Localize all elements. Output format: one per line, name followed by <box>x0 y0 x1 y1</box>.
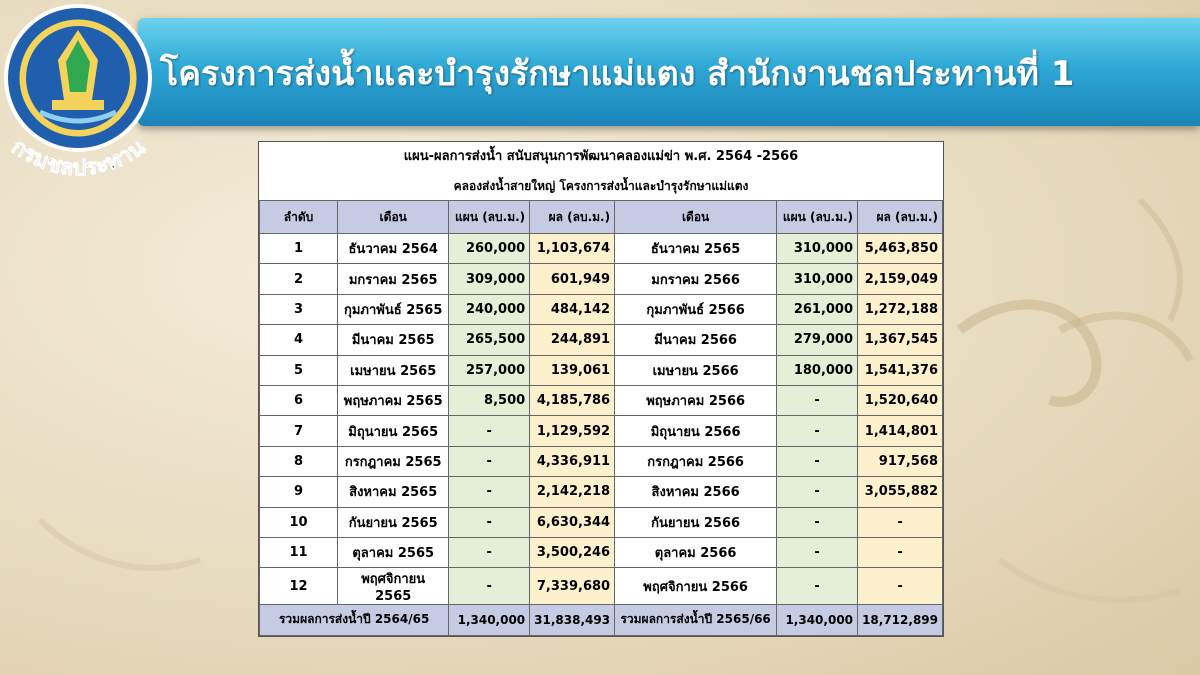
cell-row-index: 6 <box>260 385 338 415</box>
cell-row-index: 8 <box>260 446 338 476</box>
cell-row-index: 10 <box>260 507 338 537</box>
cell-result-2: 1,520,640 <box>858 385 943 415</box>
table-row <box>260 325 943 355</box>
cell-row-index: 2 <box>260 264 338 294</box>
cell-month-2: ตุลาคม 2566 <box>615 537 777 567</box>
cell-result-1: 3,500,246 <box>530 537 615 567</box>
cell-result-1: 4,185,786 <box>530 385 615 415</box>
cell-month-2: กรกฎาคม 2566 <box>615 446 777 476</box>
cell-result-1: 1,129,592 <box>530 416 615 446</box>
cell-plan-2: - <box>777 507 858 537</box>
cell-result-1: 139,061 <box>530 355 615 385</box>
cell-month-1: ธันวาคม 2564 <box>338 234 449 264</box>
total-result-1: 31,838,493 <box>530 605 615 635</box>
cell-plan-2: 310,000 <box>777 264 858 294</box>
cell-plan-2: - <box>777 477 858 507</box>
cell-plan-1: - <box>449 446 530 476</box>
cell-plan-2: - <box>777 446 858 476</box>
cell-plan-1: - <box>449 537 530 567</box>
table-row <box>260 234 943 264</box>
cell-result-1: 7,339,680 <box>530 568 615 605</box>
cell-month-2: กุมภาพันธ์ 2566 <box>615 294 777 324</box>
cell-plan-2: 261,000 <box>777 294 858 324</box>
cell-plan-1: - <box>449 477 530 507</box>
cell-month-1: มิถุนายน 2565 <box>338 416 449 446</box>
col-header-result-2: ผล (ลบ.ม.) <box>858 201 943 234</box>
cell-month-2: เมษายน 2566 <box>615 355 777 385</box>
cell-result-2: 1,541,376 <box>858 355 943 385</box>
table-row <box>260 507 943 537</box>
cell-plan-1: 265,500 <box>449 325 530 355</box>
table-row <box>260 355 943 385</box>
total-plan-1: 1,340,000 <box>449 605 530 635</box>
cell-month-1: กรกฎาคม 2565 <box>338 446 449 476</box>
col-header-index: ลำดับ <box>260 201 338 234</box>
cell-result-2: - <box>858 568 943 605</box>
table-row <box>260 477 943 507</box>
header-row <box>260 201 943 234</box>
col-header-result-1: ผล (ลบ.ม.) <box>530 201 615 234</box>
total-result-2: 18,712,899 <box>858 605 943 635</box>
cell-plan-2: 180,000 <box>777 355 858 385</box>
totals-row <box>260 605 943 635</box>
cell-plan-1: - <box>449 507 530 537</box>
cell-result-2: 5,463,850 <box>858 234 943 264</box>
col-header-month-2: เดือน <box>615 201 777 234</box>
table-title: แผน-ผลการส่งน้ำ สนับสนุนการพัฒนาคลองแม่ข่า พ.ศ. 2564 -2566 <box>403 149 799 164</box>
total-label-1: รวมผลการส่งน้ำปี 2564/65 <box>260 605 449 635</box>
cell-plan-1: 260,000 <box>449 234 530 264</box>
cell-plan-1: 257,000 <box>449 355 530 385</box>
cell-month-2: กันยายน 2566 <box>615 507 777 537</box>
cell-result-2: 1,272,188 <box>858 294 943 324</box>
cell-result-2: 2,159,049 <box>858 264 943 294</box>
cell-result-2: 3,055,882 <box>858 477 943 507</box>
cell-month-2: ธันวาคม 2565 <box>615 234 777 264</box>
cell-month-1: สิงหาคม 2565 <box>338 477 449 507</box>
cell-month-2: มกราคม 2566 <box>615 264 777 294</box>
cell-plan-2: - <box>777 385 858 415</box>
cell-row-index: 5 <box>260 355 338 385</box>
cell-month-1: มกราคม 2565 <box>338 264 449 294</box>
cell-plan-1: - <box>449 568 530 605</box>
cell-plan-1: 8,500 <box>449 385 530 415</box>
table-row <box>260 446 943 476</box>
cell-month-2: พฤศจิกายน 2566 <box>615 568 777 605</box>
cell-plan-1: 309,000 <box>449 264 530 294</box>
total-label-2: รวมผลการส่งน้ำปี 2565/66 <box>615 605 777 635</box>
cell-month-2: พฤษภาคม 2566 <box>615 385 777 415</box>
cell-month-1: กุมภาพันธ์ 2565 <box>338 294 449 324</box>
col-header-month-1: เดือน <box>338 201 449 234</box>
cell-result-2: 917,568 <box>858 446 943 476</box>
cell-month-1: พฤษภาคม 2565 <box>338 385 449 415</box>
cell-result-1: 1,103,674 <box>530 234 615 264</box>
table-row <box>260 385 943 415</box>
col-header-plan-1: แผน (ลบ.ม.) <box>449 201 530 234</box>
cell-plan-2: 310,000 <box>777 234 858 264</box>
cell-row-index: 11 <box>260 537 338 567</box>
cell-result-1: 484,142 <box>530 294 615 324</box>
table-subtitle: คลองส่งน้ำสายใหญ่ โครงการส่งน้ำและบำรุงรักษาแม่แตง <box>453 179 749 193</box>
table-row <box>260 294 943 324</box>
cell-month-1: มีนาคม 2565 <box>338 325 449 355</box>
cell-result-2: - <box>858 507 943 537</box>
cell-row-index: 7 <box>260 416 338 446</box>
data-table <box>259 200 943 636</box>
cell-plan-2: - <box>777 537 858 567</box>
cell-row-index: 4 <box>260 325 338 355</box>
cell-plan-2: - <box>777 568 858 605</box>
cell-month-1: พฤศจิกายน 2565 <box>338 568 449 605</box>
cell-result-1: 6,630,344 <box>530 507 615 537</box>
cell-plan-1: 240,000 <box>449 294 530 324</box>
water-delivery-table <box>258 141 944 637</box>
cell-result-1: 4,336,911 <box>530 446 615 476</box>
cell-row-index: 9 <box>260 477 338 507</box>
cell-plan-1: - <box>449 416 530 446</box>
svg-text:กรมชลประทาน: กรมชลประทาน <box>6 134 150 182</box>
royal-irrigation-department-logo <box>0 0 170 205</box>
cell-plan-2: - <box>777 416 858 446</box>
cell-month-1: กันยายน 2565 <box>338 507 449 537</box>
cell-plan-2: 279,000 <box>777 325 858 355</box>
cell-result-2: 1,367,545 <box>858 325 943 355</box>
page-title: โครงการส่งน้ำและบำรุงรักษาแม่แตง สำนักงานชลประทานที่ 1 <box>160 54 1075 94</box>
total-plan-2: 1,340,000 <box>777 605 858 635</box>
table-row <box>260 264 943 294</box>
cell-month-2: สิงหาคม 2566 <box>615 477 777 507</box>
cell-row-index: 3 <box>260 294 338 324</box>
table-row <box>260 537 943 567</box>
cell-result-2: - <box>858 537 943 567</box>
table-row <box>260 416 943 446</box>
cell-month-2: มีนาคม 2566 <box>615 325 777 355</box>
cell-row-index: 12 <box>260 568 338 605</box>
cell-month-1: ตุลาคม 2565 <box>338 537 449 567</box>
col-header-plan-2: แผน (ลบ.ม.) <box>777 201 858 234</box>
table-row <box>260 568 943 605</box>
cell-result-2: 1,414,801 <box>858 416 943 446</box>
cell-result-1: 244,891 <box>530 325 615 355</box>
cell-row-index: 1 <box>260 234 338 264</box>
cell-result-1: 601,949 <box>530 264 615 294</box>
cell-result-1: 2,142,218 <box>530 477 615 507</box>
cell-month-1: เมษายน 2565 <box>338 355 449 385</box>
cell-month-2: มิถุนายน 2566 <box>615 416 777 446</box>
